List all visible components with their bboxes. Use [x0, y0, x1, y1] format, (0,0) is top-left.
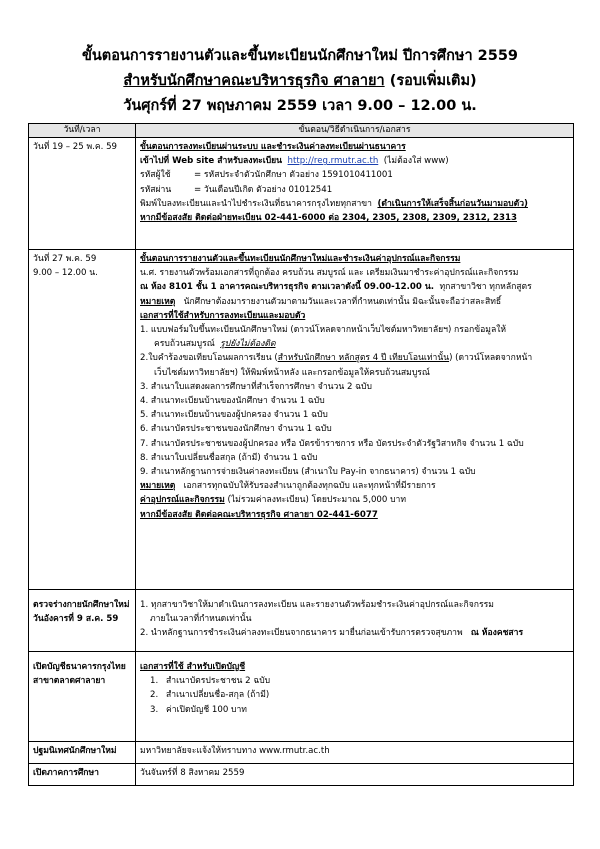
- row5-label: ปฐมนิเทศนักศึกษาใหม่: [29, 742, 136, 764]
- row2-docs-heading: เอกสารที่ใช้สำหรับการลงทะเบียนและมอบตัว: [140, 310, 306, 321]
- doc-item-9: 9. สำเนาหลักฐานการจ่ายเงินค่าลงทะเบียน (สำเนาใบ Pay-in จากธนาคาร) จำนวน 1 ฉบับ: [140, 467, 476, 478]
- row1-website-line: เข้าไปที่ Web site สำหรับลงทะเบียน http://reg.rmutr.ac.th (ไม่ต้องใส่ www): [140, 156, 449, 167]
- document-subtitle: [0, 71, 600, 91]
- doc-item-7: 7. สำเนาบัตรประชาชนของผู้ปกครอง หรือ บัตรข้าราชการ หรือ บัตรประจำตัวรัฐวิสาหกิจ จำนวน 1 ฉบับ: [140, 438, 524, 449]
- doc-item-2: 2.ใบคำร้องขอเทียบโอนผลการเรียน (สำหรับนักศึกษา หลักสูตร 4 ปี เทียบโอนเท่านั้น) (ดาวน์โหลดจากหน้า: [140, 353, 533, 364]
- table-row: [29, 742, 574, 764]
- row2-contact: หากมีข้อสงสัย ติดต่อคณะบริหารธุรกิจ ศาลายา 02-441-6077: [140, 509, 378, 520]
- row2-heading: ขั้นตอนการรายงานตัวและขึ้นทะเบียนนักศึกษาใหม่และชำระเงินค่าอุปกรณ์และกิจกรรม: [140, 254, 461, 264]
- row5-text: มหาวิทยาลัยจะแจ้งให้ทราบทาง www.rmutr.ac.th: [136, 742, 574, 764]
- table-row: [29, 250, 574, 590]
- col-header-date: วันที่/เวลา: [29, 124, 136, 138]
- table-row: [29, 138, 574, 250]
- doc-item-1: 1. แบบฟอร์มใบขึ้นทะเบียนนักศึกษาใหม่ (ดาวน์โหลดจากหน้าเว็บไซต์มหาวิทยาลัยฯ) กรอกข้อมูลให้: [140, 325, 507, 336]
- row1-username: รหัสผู้ใช้ = รหัสประจำตัวนักศึกษา ตัวอย่าง 1591010411001: [140, 170, 393, 181]
- row2-note: หมายเหตุ นักศึกษาต้องมารายงานตัวมาตามวันและเวลาที่กำหนดเท่านั้น มิฉะนั้นจะถือว่าสละสิทธิ์: [140, 296, 502, 307]
- row1-heading: ขั้นตอนการลงทะเบียนผ่านระบบ และชำระเงินค่าลงทะเบียนผ่านธนาคาร: [140, 142, 406, 152]
- row1-date: วันที่ 19 – 25 พ.ค. 59: [29, 138, 136, 250]
- row1-print-instruction: พิมพ์ใบลงทะเบียนและนำไปชำระเงินที่ธนาคารกรุงไทยทุกสาขา (ดำเนินการให้เสร็จสิ้นก่อนวันมามอบตัว): [140, 198, 528, 209]
- row3-label: ตรวจร่างกายนักศึกษาใหม่ วันอังคารที่ 9 ส.ค. 59: [29, 590, 136, 652]
- table-row: [29, 590, 574, 652]
- row1-password: รหัสผ่าน = วันเดือนปีเกิด ตัวอย่าง 01012541: [140, 184, 333, 195]
- row1-contact: หากมีข้อสงสัย ติดต่อฝ่ายทะเบียน 02-441-6000 ต่อ 2304, 2305, 2308, 2309, 2312, 2313: [140, 213, 517, 224]
- account-doc-3: 3. ค่าเปิดบัญชี 100 บาท: [150, 704, 247, 715]
- row4-steps: [136, 652, 574, 742]
- table-row: [29, 652, 574, 742]
- row4-heading: เอกสารที่ใช้ สำหรับเปิดบัญชี: [140, 662, 246, 672]
- doc-item-4: 4. สำเนาทะเบียนบ้านของนักศึกษา จำนวน 1 ฉบับ: [140, 396, 325, 407]
- row6-label: เปิดภาคการศึกษา: [29, 764, 136, 786]
- row6-text: วันจันทร์ที่ 8 สิงหาคม 2559: [136, 764, 574, 786]
- document-date: วันศุกร์ที่ 27 พฤษภาคม 2559 เวลา 9.00 – 12.00 น.: [123, 98, 477, 114]
- row3-line-1-cont: ภายในเวลาที่กำหนดเท่านั้น: [150, 614, 252, 625]
- row3-line-1: 1. ทุกสาขาวิชาให้มาดำเนินการลงทะเบียน และรายงานตัวพร้อมชำระเงินค่าอุปกรณ์และกิจกรรม: [140, 600, 494, 610]
- account-doc-2: 2. สำเนาเปลี่ยนชื่อ-สกุล (ถ้ามี): [150, 690, 270, 701]
- row2-date: วันที่ 27 พ.ค. 59 9.00 – 12.00 น.: [29, 250, 136, 590]
- col-header-steps: ขั้นตอน/วิธีดำเนินการ/เอกสาร: [136, 124, 574, 138]
- row1-steps: [136, 138, 574, 250]
- row2-note-2: หมายเหตุ เอกสารทุกฉบับให้รับรองสำเนาถูกต้องทุกฉบับ และทุกหน้าที่มีรายการ: [140, 481, 436, 492]
- row4-label: เปิดบัญชีธนาคารกรุงไทย สาขาตลาดศาลายา: [29, 652, 136, 742]
- faculty-name: สำหรับนักศึกษาคณะบริหารธุรกิจ ศาลายา: [123, 73, 385, 89]
- doc-item-2-cont: เว็บไซต์มหาวิทยาลัยฯ) ให้พิมพ์หน้าหลัง และกรอกข้อมูลให้ครบถ้วนสมบูรณ์: [154, 367, 430, 378]
- doc-item-8: 8. สำเนาใบเปลี่ยนชื่อสกุล (ถ้ามี) จำนวน 1 ฉบับ: [140, 452, 318, 463]
- schedule-table: [28, 123, 574, 786]
- round-note: (รอบเพิ่มเติม): [389, 73, 477, 89]
- document-title: ขั้นตอนการรายงานตัวและขึ้นทะเบียนนักศึกษาใหม่ ปีการศึกษา 2559: [81, 48, 519, 64]
- row3-line-2: 2. นำหลักฐานการชำระเงินค่าลงทะเบียนจากธนาคาร มายื่นก่อนเข้ารับการตรวจสุขภาพ ณ ห้องคชสาร: [140, 628, 524, 639]
- doc-item-5: 5. สำเนาทะเบียนบ้านของผู้ปกครอง จำนวน 1 ฉบับ: [140, 410, 328, 421]
- row3-steps: [136, 590, 574, 652]
- table-header-row: [29, 124, 574, 138]
- account-doc-1: 1. สำเนาบัตรประชาชน 2 ฉบับ: [150, 676, 271, 687]
- doc-item-1-cont: ครบถ้วนสมบูรณ์ รูปยังไม่ต้องติด: [154, 339, 276, 350]
- row2-location: ณ ห้อง 8101 ชั้น 1 อาคารคณะบริหารธุรกิจ ตามเวลาดังนี้ 09.00-12.00 น. ทุกสาขาวิชา ทุกหลักสูตร: [140, 282, 532, 293]
- doc-item-6: 6. สำเนาบัตรประชาชนของนักศึกษา จำนวน 1 ฉบับ: [140, 424, 332, 435]
- doc-item-3: 3. สำเนาใบแสดงผลการศึกษาที่สำเร็จการศึกษา จำนวน 2 ฉบับ: [140, 381, 372, 392]
- row2-fee: ค่าอุปกรณ์และกิจกรรม (ไม่รวมค่าลงทะเบียน) โดยประมาณ 5,000 บาท: [140, 495, 407, 506]
- registration-link[interactable]: http://reg.rmutr.ac.th: [287, 156, 379, 167]
- row2-steps: [136, 250, 574, 590]
- row2-paragraph: น.ศ. รายงานตัวพร้อมเอกสารที่ถูกต้อง ครบถ้วน สมบูรณ์ และ เตรียมเงินมาชำระค่าอุปกรณ์และกิจกรรม: [140, 268, 519, 279]
- table-row: [29, 764, 574, 786]
